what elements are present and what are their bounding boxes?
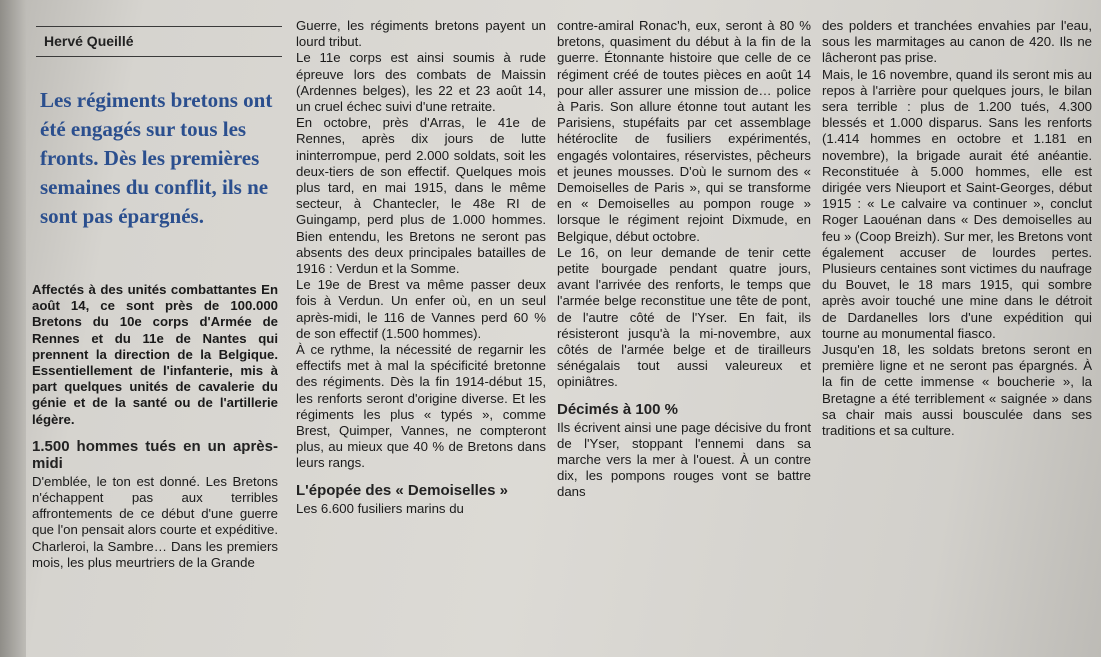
subhead-1500-tues: 1.500 hommes tués en un après-midi xyxy=(32,437,278,472)
paragraph: Ils écrivent ainsi une page décisive du front de l'Yser, stoppant l'ennemi dans sa marche vers la mer à l'ouest. À un contre dix, les pompons rouges vont se battre dans xyxy=(557,419,811,500)
page-edge-shadow xyxy=(0,0,26,657)
column-1 xyxy=(32,0,282,657)
paragraph: Le 11e corps est ainsi soumis à rude épreuve lors des combats de Maissin (Ardennes belges), les 22 et 23 août 14, un cruel échec suivi d'une retraite. xyxy=(296,50,546,115)
paragraph: Guerre, les régiments bretons payent un lourd tribut. xyxy=(296,18,546,50)
paragraph: Jusqu'en 18, les soldats bretons seront en première ligne et ne seront pas épargnés. À la fin de cette immense « boucherie », la Bretagne a été terriblement « saignée » dans sa chair mais aussi bousculée dans ses traditions et sa culture. xyxy=(822,342,1092,439)
column-1-text xyxy=(32,282,278,571)
paragraph: Les 6.600 fusiliers marins du xyxy=(296,500,464,516)
paragraph: Le 19e de Brest va même passer deux fois à Verdun. Un enfer où, en un seul après-midi, le 116 de Vannes perd 60 % de son effectif (1.500 hommes). xyxy=(296,277,546,341)
column-2-text xyxy=(296,18,546,517)
paragraph: des polders et tranchées envahies par l'eau, sous les marmitages au canon de 420. Ils ne lâcheront pas prise. xyxy=(822,18,1092,66)
column-4 xyxy=(822,0,1092,657)
subhead-decimes: Décimés à 100 % xyxy=(557,400,678,418)
paragraph: À ce rythme, la nécessité de regarnir les effectifs met à mal la spécificité bretonne des régiments. Dès la fin 1914-début 15, les renforts seront d'origine diverse. Et les régiments les plus « typés », comme Brest, Quimper, Vannes, ne compteront plus, au mieux que 40 % de Bretons dans leurs rangs. xyxy=(296,342,546,471)
paragraph: contre-amiral Ronac'h, eux, seront à 80 % bretons, quasiment du début à la fin de la guerre. Étonnante histoire que celle de ce régiment créé de toutes pièces en août 14 pour aller assurer une mission de… police à Paris. Son allure étonne tout autant les Parisiens, stupéfaits par cet assemblage hétéroclite de fusiliers expérimentés, engagés volontaires, réservistes, pêcheurs et jeunes mousses. D'où le surnom des « Demoiselles de Paris », qui se transforme en « Demoiselles au pompon rouge » lorsque le régiment rejoint Dixmude, en Belgique, début octobre. xyxy=(557,18,811,244)
subhead-demoiselles: L'épopée des « Demoiselles » xyxy=(296,481,508,499)
pull-quote: Les régiments bretons ont été engagés sur tous les fronts. Dès les premières semaines du conflit, ils ne sont pas épargnés. xyxy=(40,88,273,228)
author-byline: Hervé Queillé xyxy=(44,33,134,49)
paragraph: Le 16, on leur demande de tenir cette petite bourgade pendant quatre jours, avant l'arrivée des renforts, le temps que l'armée belge reconstitue une tête de pont, de l'autre côté de l'Yser. En fait, ils résisteront jusqu'à la mi-novembre, aux côtés de l'armée belge et de tirailleurs sénégalais tout aussi valeureux et opiniâtres. xyxy=(557,244,811,390)
paragraph: D'emblée, le ton est donné. Les Bretons n'échappent pas aux terribles affrontements de ce début d'une guerre que l'on pensait alors courte et expéditive. Charleroi, la Sambre… Dans les premiers mois, les plus meurtriers de la Grande xyxy=(32,473,278,570)
column-2 xyxy=(296,0,546,657)
intro-paragraph: Affectés à des unités combattantes En août 14, ce sont près de 100.000 Bretons du 10e corps d'Armée de Rennes et du 11e de Nantes qui prennent la direction de la Belgique. Essentiellement de l'infanterie, mis à part quelques unités de cavalerie du génie et de la santé ou de l'artillerie légère. xyxy=(32,282,278,427)
column-4-text xyxy=(822,18,1092,439)
column-3-text xyxy=(557,18,811,501)
paragraph: En octobre, près d'Arras, le 41e de Rennes, après dix jours de lutte ininterrompue, perd 2.000 soldats, soit les deux-tiers de son effectif. Quelques mois plus tard, en mai 1915, dans le même secteur, à Chantecler, le 48e RI de Guingamp, perd plus de 1.000 hommes. Bien entendu, les Bretons ne seront pas absents des deux principales batailles de 1916 : Verdun et la Somme. xyxy=(296,115,546,277)
column-3 xyxy=(557,0,811,657)
paragraph: Mais, le 16 novembre, quand ils seront mis au repos à l'arrière pour quelques jours, le bilan sera terrible : plus de 1.200 tués, 4.300 blessés et 1.000 disparus. Sans les renforts (1.414 hommes en octobre et 1.181 en novembre), la brigade aurait été anéantie. Reconstituée à 5.000 hommes, elle est dirigée vers Nieuport et Saint-Georges, début 1915 : « Le calvaire va continuer », conclut Roger Laouénan dans « Des demoiselles au feu » (Coop Breizh). Sur mer, les Bretons vont également accuser de lourdes pertes. Plusieurs centaines sont victimes du naufrage du Bouvet, le 18 mars 1915, qui sombre après avoir touché une mine dans le détroit de Dardanelles lors d'une expédition qui tourne au monumental fiasco. xyxy=(822,66,1092,341)
